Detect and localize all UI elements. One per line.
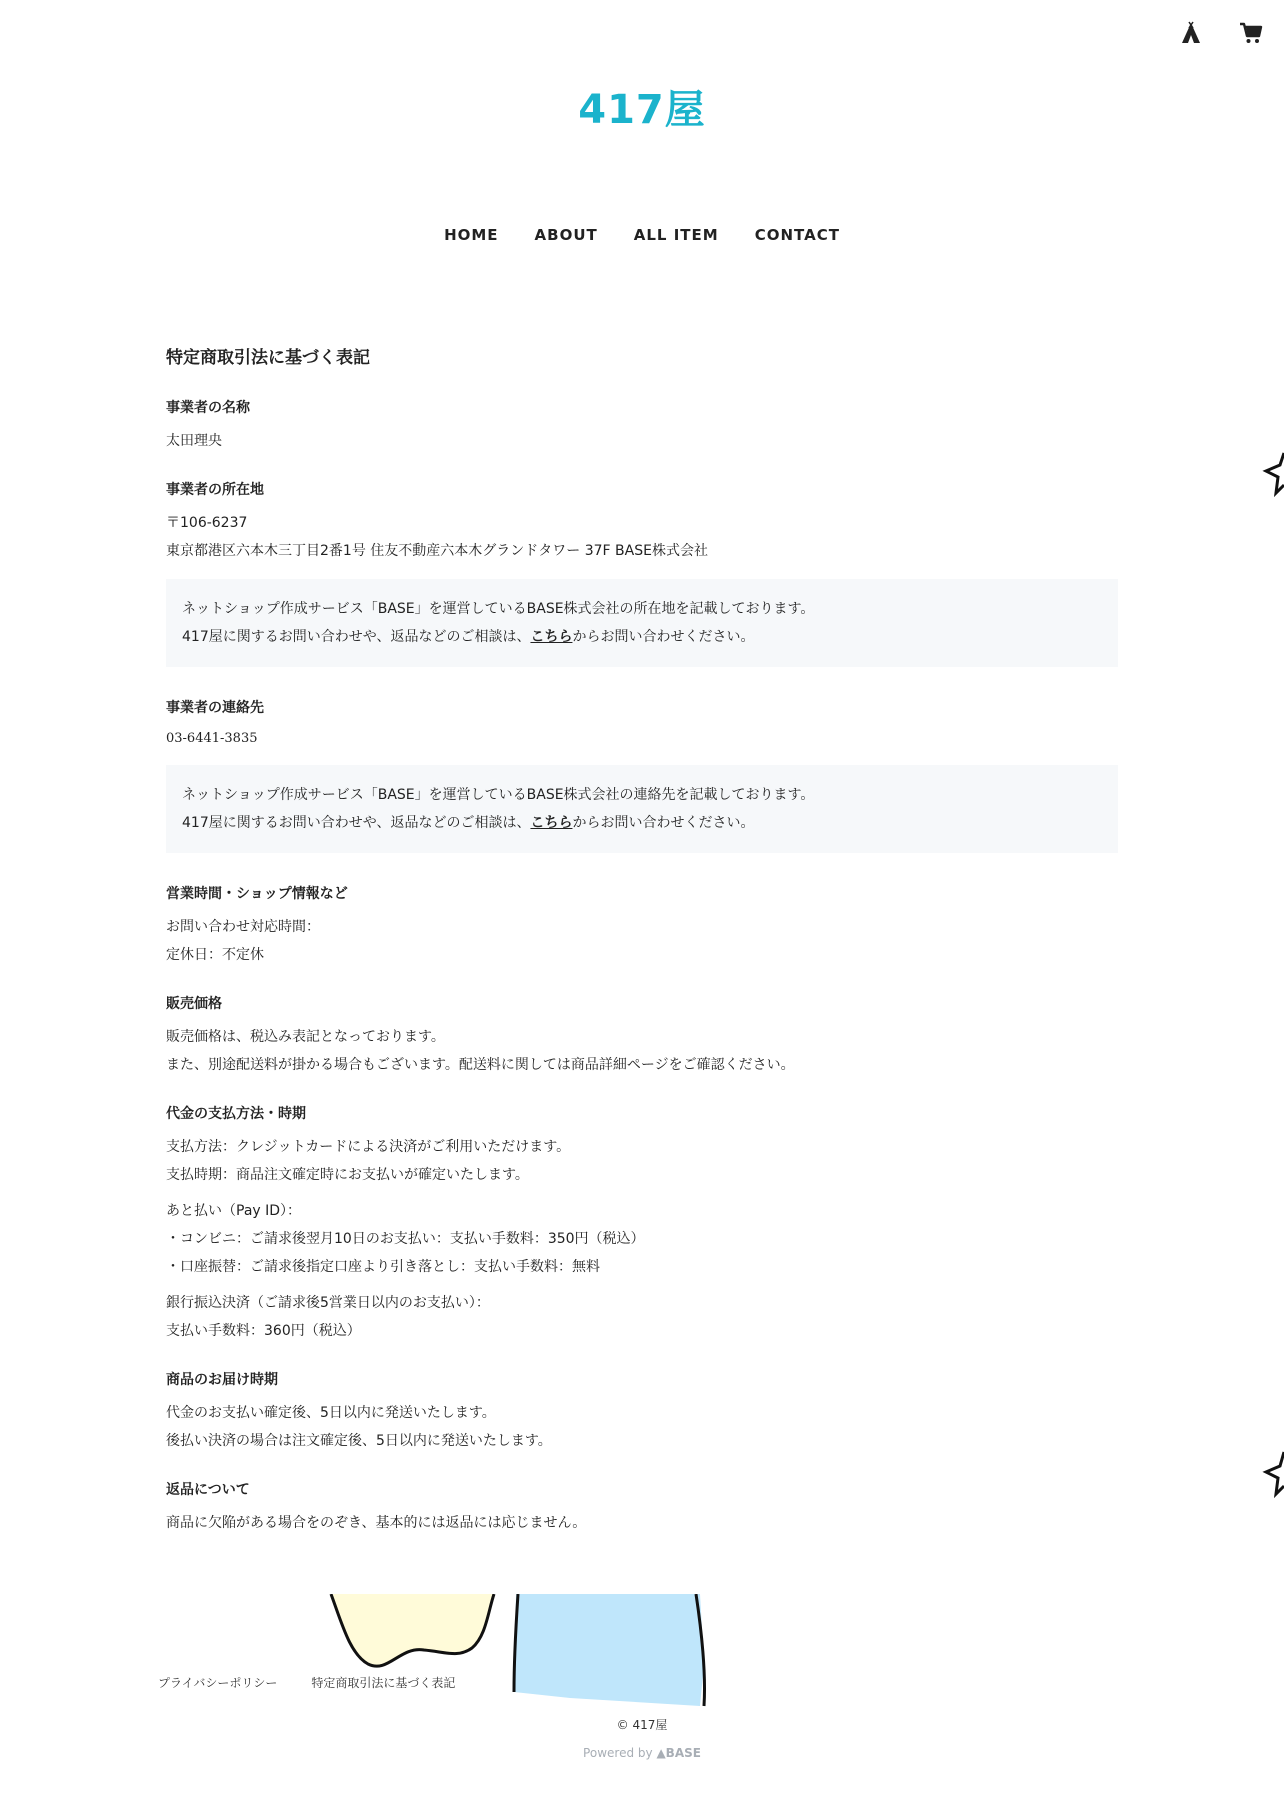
payment-block xyxy=(166,1133,1118,1189)
contact-link[interactable]: こちら xyxy=(530,815,573,831)
returns-block xyxy=(166,1509,1118,1537)
header-icons xyxy=(1178,20,1264,46)
deco-blue-shape xyxy=(510,1594,710,1710)
business-name: 太田理央 xyxy=(166,433,222,449)
payment-line: 支払い手数料：360円（税込） xyxy=(166,1323,361,1339)
section-heading-price: 販売価格 xyxy=(166,996,222,1012)
shop-logo[interactable]: 417屋 xyxy=(578,87,706,133)
address-note-line1: ネットショップ作成サービス「BASE」を運営しているBASE株式会社の所在地を記載しております。 xyxy=(182,601,815,617)
postal-code: 〒106-6237 xyxy=(166,515,248,531)
deco-yellow-shape xyxy=(328,1594,498,1676)
payment-line: ・口座振替：ご請求後指定口座より引き落とし：支払い手数料：無料 xyxy=(166,1259,600,1275)
price-line: また、別途配送料が掛かる場合もございます。配送料に関しては商品詳細ページをご確認ください。 xyxy=(166,1057,795,1073)
delivery-line: 後払い決済の場合は注文確定後、5日以内に発送いたします。 xyxy=(166,1433,552,1449)
payment-line: 支払方法：クレジットカードによる決済がご利用いただけます。 xyxy=(166,1139,571,1155)
note-text: 417屋に関するお問い合わせや、返品などのご相談は、 xyxy=(182,629,531,645)
section-heading-hours: 営業時間・ショップ情報など xyxy=(166,886,348,902)
footer-links xyxy=(158,1674,455,1691)
nav-all-item[interactable]: ALL ITEM xyxy=(633,226,719,244)
base-brand: BASE xyxy=(665,1746,701,1760)
pay-later-block xyxy=(166,1197,1118,1281)
deco-star-upper xyxy=(1262,445,1284,507)
contact-link[interactable]: こちら xyxy=(530,629,573,645)
address-line: 東京都港区六本木三丁目2番1号 住友不動産六本木グランドタワー 37F BASE株式会社 xyxy=(166,543,708,559)
page-title: 特定商取引法に基づく表記 xyxy=(166,348,370,368)
legal-notice-link[interactable]: 特定商取引法に基づく表記 xyxy=(311,1676,456,1690)
returns-line: 商品に欠陥がある場合をのぞき、基本的には返品には応じません。 xyxy=(166,1515,587,1531)
note-text: からお問い合わせください。 xyxy=(572,815,755,831)
section-heading-address: 事業者の所在地 xyxy=(166,482,264,498)
global-nav xyxy=(0,226,1284,244)
hours-block xyxy=(166,913,1118,969)
contact-note-line1: ネットショップ作成サービス「BASE」を運営しているBASE株式会社の連絡先を記載しております。 xyxy=(182,787,815,803)
address-note xyxy=(166,579,1118,667)
contact-note xyxy=(166,765,1118,853)
legal-content xyxy=(166,345,1118,1561)
note-text: 417屋に関するお問い合わせや、返品などのご相談は、 xyxy=(182,815,531,831)
cart-icon[interactable] xyxy=(1238,20,1264,46)
section-heading-returns: 返品について xyxy=(166,1482,250,1498)
powered-by[interactable] xyxy=(0,1746,1284,1760)
powered-by-label: Powered by xyxy=(583,1746,653,1760)
privacy-policy-link[interactable]: プライバシーポリシー xyxy=(158,1676,278,1690)
section-heading-name: 事業者の名称 xyxy=(166,400,250,416)
delivery-block xyxy=(166,1399,1118,1455)
payment-line: 支払時期：商品注文確定時にお支払いが確定いたします。 xyxy=(166,1167,529,1183)
price-line: 販売価格は、税込み表記となっております。 xyxy=(166,1029,445,1045)
contact-note-line2 xyxy=(182,809,1102,837)
delivery-line: 代金のお支払い確定後、5日以内に発送いたします。 xyxy=(166,1405,496,1421)
nav-about[interactable]: ABOUT xyxy=(534,226,598,244)
nav-home[interactable]: HOME xyxy=(444,226,499,244)
section-heading-delivery: 商品のお届け時期 xyxy=(166,1372,278,1388)
bank-transfer-block xyxy=(166,1289,1118,1345)
note-text: からお問い合わせください。 xyxy=(572,629,755,645)
section-heading-contact: 事業者の連絡先 xyxy=(166,700,264,716)
nav-contact[interactable]: CONTACT xyxy=(754,226,840,244)
deco-star-lower xyxy=(1262,1446,1284,1508)
payment-line: あと払い（Pay ID）： xyxy=(166,1203,302,1219)
holiday-line: 定休日：不定休 xyxy=(166,947,264,963)
phone-number: 03-6441-3835 xyxy=(166,731,258,746)
price-block xyxy=(166,1023,1118,1079)
section-heading-payment: 代金の支払方法・時期 xyxy=(166,1106,306,1122)
payment-line: 銀行振込決済（ご請求後5営業日以内のお支払い）： xyxy=(166,1295,490,1311)
hours-line: お問い合わせ対応時間： xyxy=(166,919,320,935)
base-logo-icon: ▲ xyxy=(656,1746,666,1760)
teepee-icon[interactable] xyxy=(1178,20,1204,46)
payment-line: ・コンビニ：ご請求後翌月10日のお支払い：支払い手数料：350円（税込） xyxy=(166,1231,645,1247)
copyright: © 417屋 xyxy=(616,1718,668,1732)
address-block xyxy=(166,509,1118,565)
address-note-line2 xyxy=(182,623,1102,651)
